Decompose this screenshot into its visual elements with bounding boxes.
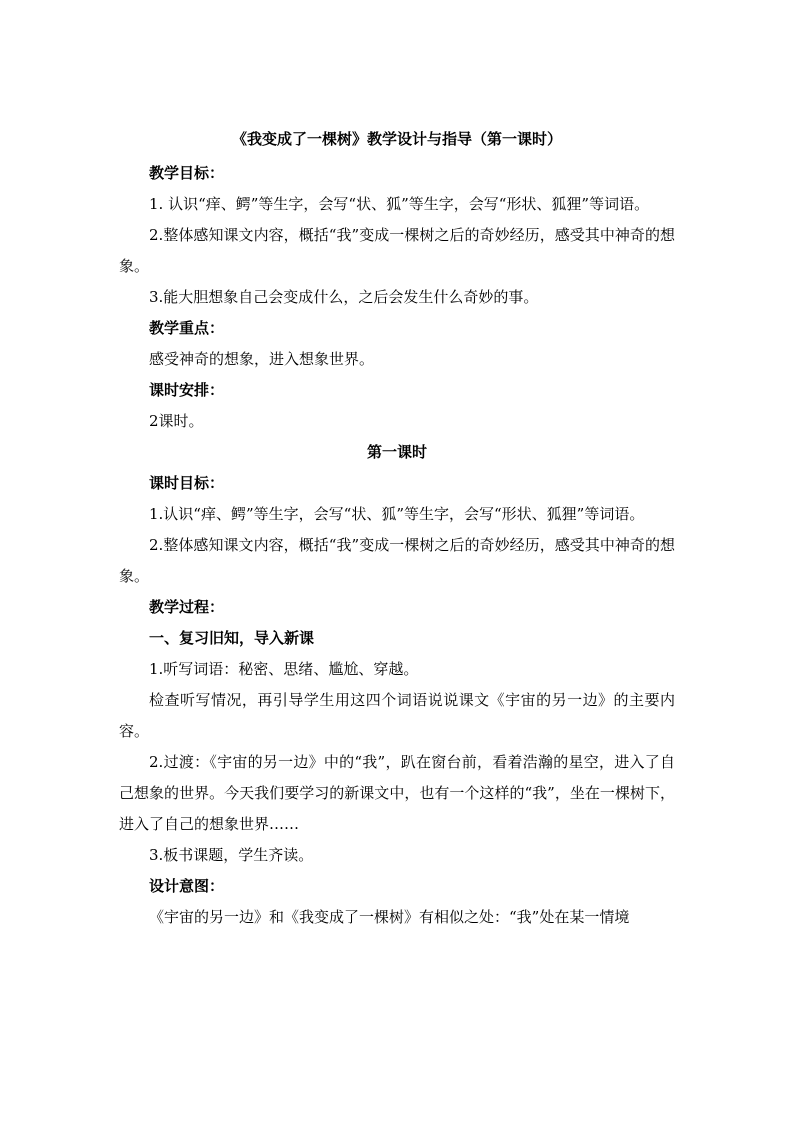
paragraph: 《宇宙的另一边》和《我变成了一棵树》有相似之处：“我”处在某一情境 bbox=[149, 908, 630, 926]
paragraph: 2.过渡：《宇宙的另一边》中的“我”，趴在窗台前，看着浩瀚的星空，进入了自己想象的世界。今天我们要学习的新课文中，也有一个这样的“我”，坐在一棵树下，进入了自己的想象世界…… bbox=[119, 753, 675, 833]
section-title-first-lesson: 第一课时 bbox=[366, 443, 427, 461]
paragraph: 2课时。 bbox=[149, 412, 204, 430]
heading-schedule: 课时安排： bbox=[149, 381, 225, 399]
paragraph: 1.听写词语：秘密、思绪、尴尬、穿越。 bbox=[149, 660, 419, 678]
paragraph: 检查听写情况，再引导学生用这四个词语说说课文《宇宙的另一边》的主要内容。 bbox=[119, 691, 675, 740]
heading-teaching-goals: 教学目标： bbox=[149, 164, 225, 182]
document-title: 《我变成了一棵树》教学设计与指导（第一课时） bbox=[231, 130, 562, 148]
paragraph: 感受神奇的想象，进入想象世界。 bbox=[149, 350, 375, 368]
paragraph: 2.整体感知课文内容，概括“我”变成一棵树之后的奇妙经历，感受其中神奇的想象。 bbox=[119, 226, 675, 275]
heading-key-points: 教学重点： bbox=[149, 319, 225, 337]
heading-review-intro: 一、复习旧知，导入新课 bbox=[149, 629, 315, 647]
paragraph: 2.整体感知课文内容，概括“我”变成一棵树之后的奇妙经历，感受其中神奇的想象。 bbox=[119, 536, 675, 585]
paragraph: 3.板书课题，学生齐读。 bbox=[149, 846, 314, 864]
paragraph: 3.能大胆想象自己会变成什么，之后会发生什么奇妙的事。 bbox=[149, 288, 539, 306]
heading-teaching-process: 教学过程： bbox=[149, 598, 225, 616]
paragraph: 1. 认识“痒、鳄”等生字，会写“状、狐”等生字，会写“形状、狐狸”等词语。 bbox=[149, 195, 650, 213]
document-body bbox=[119, 158, 675, 933]
heading-lesson-goals: 课时目标： bbox=[149, 474, 225, 492]
paragraph: 1.认识“痒、鳄”等生字，会写“状、狐”等生字，会写“形状、狐狸”等词语。 bbox=[149, 505, 645, 523]
heading-design-intent: 设计意图： bbox=[149, 877, 225, 895]
